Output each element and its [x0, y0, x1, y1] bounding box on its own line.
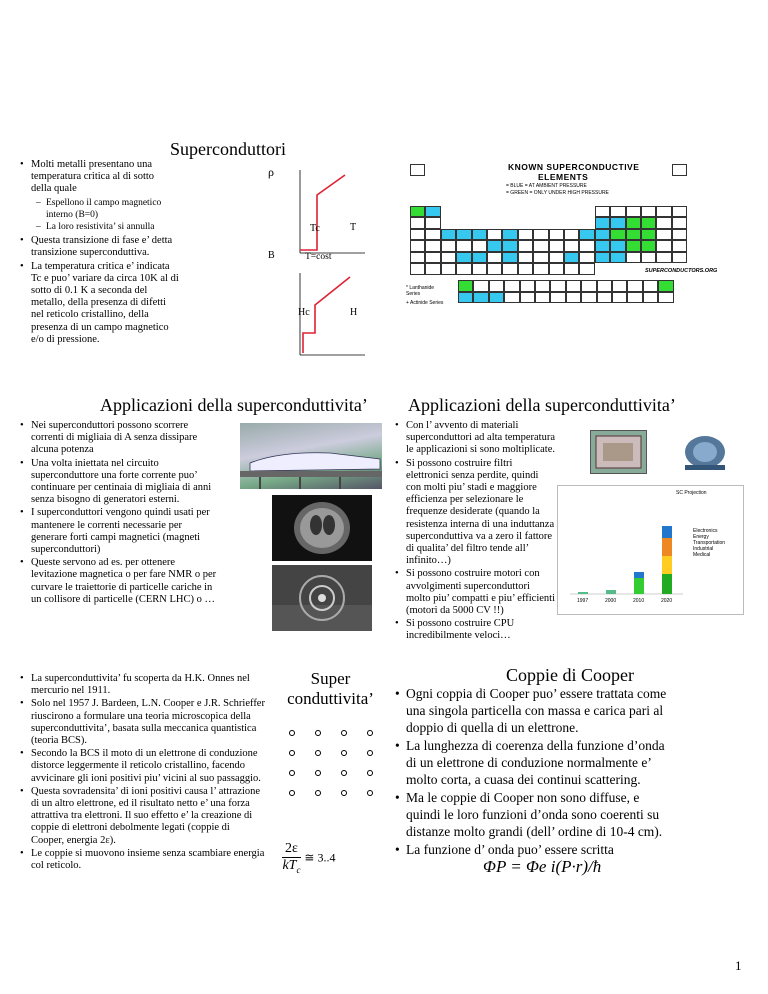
motor-photo [677, 430, 732, 472]
slide5-text [395, 685, 677, 859]
pt-cell [441, 263, 456, 275]
pt-cell [425, 229, 440, 241]
pt-cell [410, 217, 425, 229]
pt-cell [520, 280, 535, 292]
pt-cell [456, 240, 471, 252]
pt-cell [627, 280, 642, 292]
pt-cell [487, 252, 502, 264]
slide3-bullet-4: • Si possono costruire CPU incredibilmente veloci… [395, 618, 555, 642]
pt-cell [610, 252, 625, 264]
lattice-ion [316, 771, 321, 776]
pt-cell [410, 164, 425, 176]
pt-cell [672, 164, 687, 176]
pt-cell [581, 280, 596, 292]
pt-cell [641, 252, 656, 264]
pt-cell [502, 263, 517, 275]
pt-legend-green: = GREEN = ONLY UNDER HIGH PRESSURE [506, 190, 609, 196]
pt-cell [610, 240, 625, 252]
chart-year-2020: 2020 [661, 598, 673, 604]
slide-applicazioni-1 [20, 395, 390, 635]
graph2-note: T=cost [305, 252, 332, 262]
pt-cell [566, 292, 581, 304]
pt-cell [672, 206, 687, 218]
pt-cell [425, 252, 440, 264]
pt-cell [566, 280, 581, 292]
slide-bcs-theory [20, 665, 390, 895]
cooper-formula: ΦP = Φe i(P·r)/ħ [483, 857, 602, 876]
pt-cell [549, 252, 564, 264]
slide3-text [395, 420, 555, 644]
pt-cell [533, 263, 548, 275]
pt-cell [672, 217, 687, 229]
slide2-bullet-4: • Queste servono ad es. per ottenere levitazione magnetica o per fare NMR o per curvare le traiettorie di particelle cariche in un collisore di particelle (CERN LHC) o … [20, 557, 220, 606]
slide1-bullet-3: • La temperatura critica e’ indicata Tc e puo’ variare da circa 10K al di sotto di 0.1 K a seconda del metallo, della presenza di difetti nel reticolo cristallino, della presenza di un campo magnetico e/o di pressione. [20, 261, 181, 346]
slide3-bullet-3: • Si possono costruire motori con avvolgimenti superconduttori molto piu’ compatti e piu’ efficienti (motori da 5000 CV !!) [395, 568, 555, 617]
pt-cell [579, 229, 594, 241]
pt-cell [410, 229, 425, 241]
pt-cell [579, 263, 594, 275]
slide5-title: Coppie di Cooper [506, 665, 634, 685]
slide1-bullet-2: • Questa transizione di fase e’ detta transizione superconduttiva. [20, 235, 181, 259]
pt-cell [487, 240, 502, 252]
pt-cell [441, 252, 456, 264]
lattice-ion [342, 731, 347, 736]
chart-legend: Electronics Energy Transportation Industrial Medical [693, 528, 726, 558]
pt-cell [425, 217, 440, 229]
pt-cell [410, 252, 425, 264]
pt-cell [595, 240, 610, 252]
pt-cell [502, 229, 517, 241]
lattice-ion [290, 771, 295, 776]
pt-cell [656, 229, 671, 241]
pt-cell [549, 240, 564, 252]
lattice-diagram [282, 725, 382, 805]
pt-cell [549, 229, 564, 241]
pt-cell [425, 240, 440, 252]
slide1-title: Superconduttori [170, 139, 286, 159]
pt-cell [610, 229, 625, 241]
pt-cell [425, 263, 440, 275]
slide5-bullet-2: • La lunghezza di coerenza della funzione d’onda di un elettrone di conduzione normalmente e’ molto corta, a cuasa dei continui scattering. [395, 737, 677, 788]
pt-cell [487, 229, 502, 241]
pt-cell [672, 240, 687, 252]
slide-coppie-di-cooper [395, 665, 750, 895]
slide1-sub-2: – La loro resistivita’ si annulla [36, 221, 270, 233]
pt-cell [579, 252, 594, 264]
pt-cell [595, 206, 610, 218]
pt-cell [656, 252, 671, 264]
pt-cell [535, 292, 550, 304]
slide3-bullet-2: • Si possono costruire filtri elettronici senza perdite, quindi con molti piu’ stadi e maggiore efficienza per selezionare le frequenze desiderate (quando la resistenza interna di una induttanza superconduttiva va a zero il fattore di qualita’ del filtro tende all’ infinito…) [395, 458, 555, 568]
slide2-title: Applicazioni della superconduttivita’ [100, 395, 368, 415]
lattice-ion [342, 771, 347, 776]
slide4-bullet-5: • Le coppie si muovono insieme senza scambiare energia col reticolo. [20, 848, 265, 872]
lattice-ion [316, 791, 321, 796]
pt-cell [533, 252, 548, 264]
slide2-bullet-3: • I superconduttori vengono quindi usati per mantenere le correnti necessarie per generare forti campi magnetici (magneti superconduttori) [20, 507, 220, 556]
bcs-formula: 2ε $kT_c$ ≅ 3..4 [282, 841, 336, 875]
pt-cell [656, 240, 671, 252]
lattice-ion [290, 751, 295, 756]
pt-site: SUPERCONDUCTORS.ORG [645, 268, 718, 274]
pt-cell [549, 263, 564, 275]
graph2-xlabel: H [350, 307, 358, 318]
pt-cell [487, 263, 502, 275]
lattice-ion [290, 791, 295, 796]
pt-cell [456, 252, 471, 264]
pt-cell [643, 292, 658, 304]
pt-legend-blue: = BLUE = AT AMBIENT PRESSURE [506, 183, 587, 189]
pt-cell [504, 280, 519, 292]
slide-applicazioni-2 [395, 395, 750, 642]
slide4-text [20, 673, 265, 873]
slide4-bullet-3: • Secondo la BCS il moto di un elettrone di conduzione distorce leggermente il reticolo cristallino, facendo avvicinare gli ioni positivi piu’ vicini al suo passaggio. [20, 748, 265, 785]
slide2-text [20, 420, 220, 607]
lattice-ion [342, 751, 347, 756]
pt-cell [643, 280, 658, 292]
pt-cell [626, 240, 641, 252]
bar-2020 [662, 574, 672, 594]
pt-cell [672, 229, 687, 241]
slide5-bullet-1: • Ogni coppia di Cooper puo’ essere trattata come una singola particella con massa e carica pari al doppio di quella di un elettrone. [395, 685, 677, 736]
graph1-ylabel: ρ [268, 165, 274, 179]
pt-cell [597, 280, 612, 292]
circuit-photo [590, 430, 647, 474]
lattice-ion [316, 751, 321, 756]
pt-cell [612, 292, 627, 304]
pt-cell [595, 229, 610, 241]
maglev-train-photo [240, 423, 382, 489]
pt-cell [550, 280, 565, 292]
pt-cell [489, 280, 504, 292]
pt-cell [489, 292, 504, 304]
bar-1997 [578, 592, 588, 594]
slide5-bullet-4: • La funzione d’ onda puo’ essere scritta [395, 841, 677, 858]
lattice-ion [368, 791, 373, 796]
pt-cell [520, 292, 535, 304]
pt-cell [641, 206, 656, 218]
pt-cell [518, 229, 533, 241]
pt-cell [533, 229, 548, 241]
graph2-mark: Hc [298, 307, 310, 318]
resistivity-graph [265, 165, 385, 365]
pt-cell [410, 263, 425, 275]
pt-cell [518, 263, 533, 275]
pt-cell [502, 252, 517, 264]
pt-cell [656, 206, 671, 218]
graph1-mark: Tc [310, 223, 320, 234]
graph2-ylabel: B [268, 250, 275, 261]
pt-cell [533, 240, 548, 252]
pt-cell [425, 206, 440, 218]
pt-cell [627, 292, 642, 304]
lattice-ion [342, 791, 347, 796]
pt-cell [597, 292, 612, 304]
pt-cell [579, 240, 594, 252]
chart-year-2010: 2010 [633, 598, 645, 604]
bar-2010 [634, 578, 644, 594]
pt-cell [410, 240, 425, 252]
page-number: 1 [735, 958, 742, 973]
slide2-bullet-1: • Nei superconduttori possono scorrere correnti di migliaia di A senza dissipare alcuna potenza [20, 420, 220, 457]
pt-cell [641, 229, 656, 241]
sc-projection-chart [557, 485, 744, 615]
magnetic-curve [303, 277, 350, 353]
pt-cell [672, 252, 687, 264]
pt-cell [472, 229, 487, 241]
pt-cell [472, 240, 487, 252]
pt-cell [550, 292, 565, 304]
pt-cell [564, 252, 579, 264]
slide1-sub-1: – Espellono il campo magnetico interno (B=0) [36, 197, 186, 221]
pt-cell [641, 240, 656, 252]
pt-cell [564, 229, 579, 241]
pt-cell [518, 252, 533, 264]
pt-cell [564, 240, 579, 252]
slide3-title: Applicazioni della superconduttivita’ [408, 395, 676, 415]
pt-cell [441, 229, 456, 241]
pt-cell [626, 217, 641, 229]
slide1-text [20, 159, 270, 347]
lattice-ion [368, 751, 373, 756]
chart-year-1997: 1997 [577, 598, 589, 604]
slide2-bullet-2: • Una volta iniettata nel circuito superconduttore una forte corrente puo’ continuare per centinaia di migliaia di anni senza bisogno di generatori esterni. [20, 458, 220, 507]
pt-cell [564, 263, 579, 275]
pt-cell [456, 263, 471, 275]
pt-lanthanide: * Lanthanide Series [406, 285, 435, 297]
pt-cell [473, 280, 488, 292]
pt-cell [658, 292, 673, 304]
slide4-bullet-2: • Solo nel 1957 J. Bardeen, L.N. Cooper e J.R. Schrieffer riuscirono a formulare una teoria microscopica della superconduttivita’, basata sulla meccanica quantistica (teoria BCS). [20, 698, 265, 747]
pt-cell [610, 217, 625, 229]
lattice-ion [368, 771, 373, 776]
pt-cell [472, 263, 487, 275]
pt-title-1: KNOWN SUPERCONDUCTIVE [508, 162, 640, 172]
mri-brain-photo [272, 495, 372, 561]
pt-cell [518, 240, 533, 252]
resistivity-curve [300, 175, 345, 250]
chart-title: SC Projection [676, 490, 707, 496]
pt-cell [458, 280, 473, 292]
pt-cell [458, 292, 473, 304]
pt-cell [410, 206, 425, 218]
bar-2000 [606, 590, 616, 594]
slide-superconduttori [20, 125, 400, 360]
pt-cell [472, 252, 487, 264]
slide1-bullet-1: • Molti metalli presentano una temperatura critica al di sotto della quale [20, 159, 171, 196]
pt-cell [610, 206, 625, 218]
graph1-xlabel: T [350, 222, 357, 233]
pt-cell [456, 229, 471, 241]
slide4-bullet-4: • Questa sovradensita’ di ioni positivi causa l’ attrazione di un altro elettrone, ed il risultato netto e’ una forza attrattiva tra elettroni. Il suo effetto e’ la creazione di coppie di elettroni debolmente legati (coppie di Cooper, energia 2ε). [20, 786, 265, 847]
pt-cell [473, 292, 488, 304]
pt-cell [504, 292, 519, 304]
lattice-ion [316, 731, 321, 736]
cern-tunnel-photo [272, 565, 372, 631]
pt-actinide: + Actinide Series [406, 300, 444, 306]
pt-cell [535, 280, 550, 292]
periodic-table [400, 150, 728, 354]
pt-cell [595, 252, 610, 264]
pt-cell [626, 229, 641, 241]
pt-cell [612, 280, 627, 292]
pt-cell [658, 280, 673, 292]
slide3-bullet-1: • Con l’ avvento di materiali superconduttori ad alta temperatura le applicazioni si sono moltiplicate. [395, 420, 555, 457]
pt-cell [626, 252, 641, 264]
pt-cell [581, 292, 596, 304]
pt-cell [502, 240, 517, 252]
pt-title-2: ELEMENTS [538, 172, 589, 182]
pt-cell [641, 217, 656, 229]
pt-cell [441, 240, 456, 252]
pt-cell [656, 217, 671, 229]
slide5-bullet-3: • Ma le coppie di Cooper non sono diffuse, e quindi le loro funzioni d’onda sono coerenti su distanze molto grandi (dell’ ordine di 10-4 cm). [395, 789, 677, 840]
pt-cell [626, 206, 641, 218]
chart-year-2000: 2000 [605, 598, 617, 604]
slide4-side-title: Super conduttivita’ [287, 669, 374, 708]
lattice-ion [290, 731, 295, 736]
lattice-ion [368, 731, 373, 736]
slide4-bullet-1: • La superconduttivita’ fu scoperta da H.K. Onnes nel mercurio nel 1911. [20, 673, 265, 697]
pt-cell [595, 217, 610, 229]
